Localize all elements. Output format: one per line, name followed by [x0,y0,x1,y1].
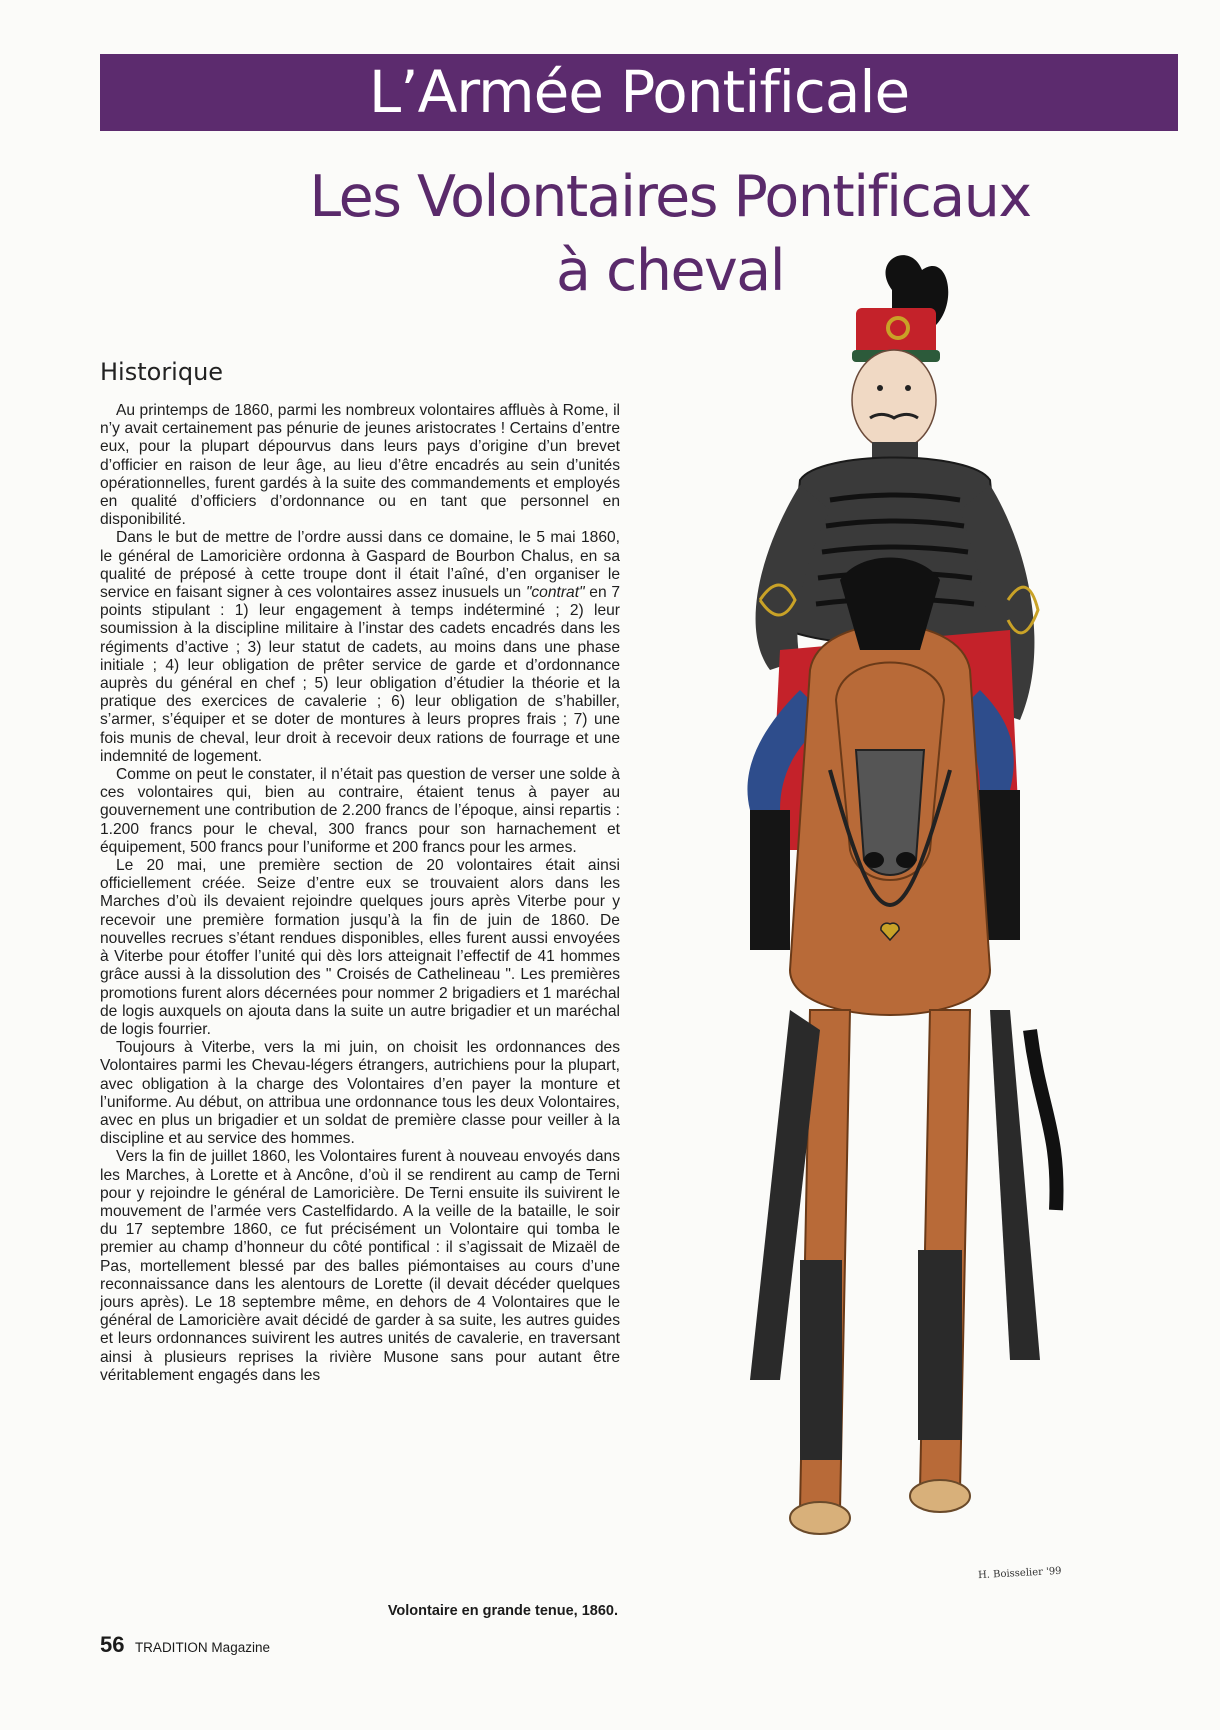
illustration-caption: Volontaire en grande tenue, 1860. [387,1603,618,1619]
page-number: 56 [100,1632,125,1657]
contract-term: "contrat" [525,584,585,602]
section-heading: Historique [100,358,224,386]
paragraph-2 [100,529,620,766]
paragraph-4-text: Le 20 mai, une première section de 20 volontaires était ainsi officiellement créée. Seize d’entre eux se trouvaient alors dans les Marches d’où ils devaient rejoindre quelques jours après Viterbe pour y recevoir une première formation jusqu’à la fin de juin de 1860. De nouvelles recrues s’étant rendues disponibles, elles furent aussi envoyées à Viterbe pour étoffer l’unité qui dès lors atteignait l’effectif de 41 hommes grâce aussi à la dissolution des " Croisés de Cathelineau ". Les premières promotions furent alors décernées pour nommer 2 brigadiers et 1 maréchal de logis auxquels on ajouta dans la suite un autre brigadier et un maréchal de logis fourrier. [100,857,620,1038]
paragraph-6-text: Vers la fin de juillet 1860, les Volontaires furent à nouveau envoyés dans les Marches, à Lorette et à Ancône, d’où il se rendirent au camp de Terni pour y rejoindre le général de Lamoricière. De Terni ensuite ils suivirent le mouvement de l’armée vers Castelfidardo. A la veille de la bataille, le soir du 17 septembre 1860, ce fut précisément un Volontaire qui tomba le premier au champ d’honneur du côté pontifical : il s’agissait de Mizaël de Pas, mortellement blessé par des balles piémontaises au cours d’une reconnaissance dans les alentours de Lorette (il devait décéder quelques jours après). Le 18 septembre même, en dehors de 4 Volontaires que le général de Lamoricière avait décidé de garder à sa suite, les autres guides et leurs ordonnances suivirent les autres unités de cavalerie, en traversant ainsi à plusieurs reprises la rivière Musone sans pour autant être véritablement engagés dans les [100,1148,620,1384]
article-body [100,402,620,1584]
magazine-name: TRADITION Magazine [134,1640,270,1655]
artist-signature: H. Boisselier '99 [977,1565,1062,1582]
section-banner: L’Armée Pontificale [100,54,1178,131]
article-title-line-2: à cheval [555,238,785,304]
paragraph-1-text: Au printemps de 1860, parmi les nombreux volontaires affluès à Rome, il n’y avait certainement pas pénurie de jeunes aristocrates ! Certains d’entre eux, pour la plupart dépourvus dans leurs pays d’origine d’un brevet d’officier en raison de leur âge, au lieu d’être encadrés au sein d’unités opérationnelles, furent gardés à la suite des commandements et employés en qualité d’officiers d’ordonnance ou en tant que personnel en disponibilité. [100,402,620,529]
paragraph-4 [100,857,620,1039]
paragraph-2-text-end: en 7 points stipulant : 1) leur engagement à temps indéterminé ; 2) leur soumission à la discipline militaire à l’instar des cadets encadrés dans les régiments d’active ; 3) leur statut de cadets, au moins dans une phase initiale ; 4) leur obligation de prêter service de garde et d’ordonnance auprès du général en chef ; 5) leur obligation d’étudier la théorie et la pratique des exercices de cavalerie ; 6) leur obligation de s’habiller, s’armer, s’équiper et se doter de montures à leurs propres frais ; 7) une fois munis de cheval, leur droit à recevoir deux rations de fourrage et une indemnité de logement. [100,584,620,765]
page-footer [100,1632,270,1658]
paragraph-3 [100,766,620,857]
article-title-line-1: Les Volontaires Pontificaux [309,164,1031,230]
paragraph-5-text: Toujours à Viterbe, vers la mi juin, on choisit les ordonnances des Volontaires parmi les Chevau-légers étrangers, autrichiens pour la plupart, avec obligation à la charge des Volontaires d’en payer la monture et l’uniforme. Au début, on attribua une ordonnance tous les deux Volontaires, avec en plus un brigadier et un soldat de première classe pour veiller à la discipline et au service des hommes. [100,1039,620,1148]
paragraph-3-text: Comme on peut le constater, il n’était pas question de verser une solde à ces volontaires qui, bien au contraire, étaient tenus à payer au gouvernement une contribution de 2.200 francs de l’époque, ainsi repartis : 1.200 francs pour le cheval, 300 francs pour son harnachement et équipement, 500 francs pour l’uniforme et 200 francs pour les armes. [100,766,620,856]
paragraph-1 [100,402,620,529]
cavalry-volunteer-illustration [660,250,1120,1580]
paragraph-6 [100,1148,620,1385]
face [852,350,936,450]
paragraph-5 [100,1039,620,1148]
paragraph-2-text-start: Dans le but de mettre de l’ordre aussi dans ce domaine, le 5 mai 1860, le général de Lamoricière ordonna à Gaspard de Bourbon Chalus, en sa qualité de préposé à cette troupe dont il était l’aîné, d’en organiser le service en faisant signer à ces volontaires assez inusuels un [100,529,620,602]
